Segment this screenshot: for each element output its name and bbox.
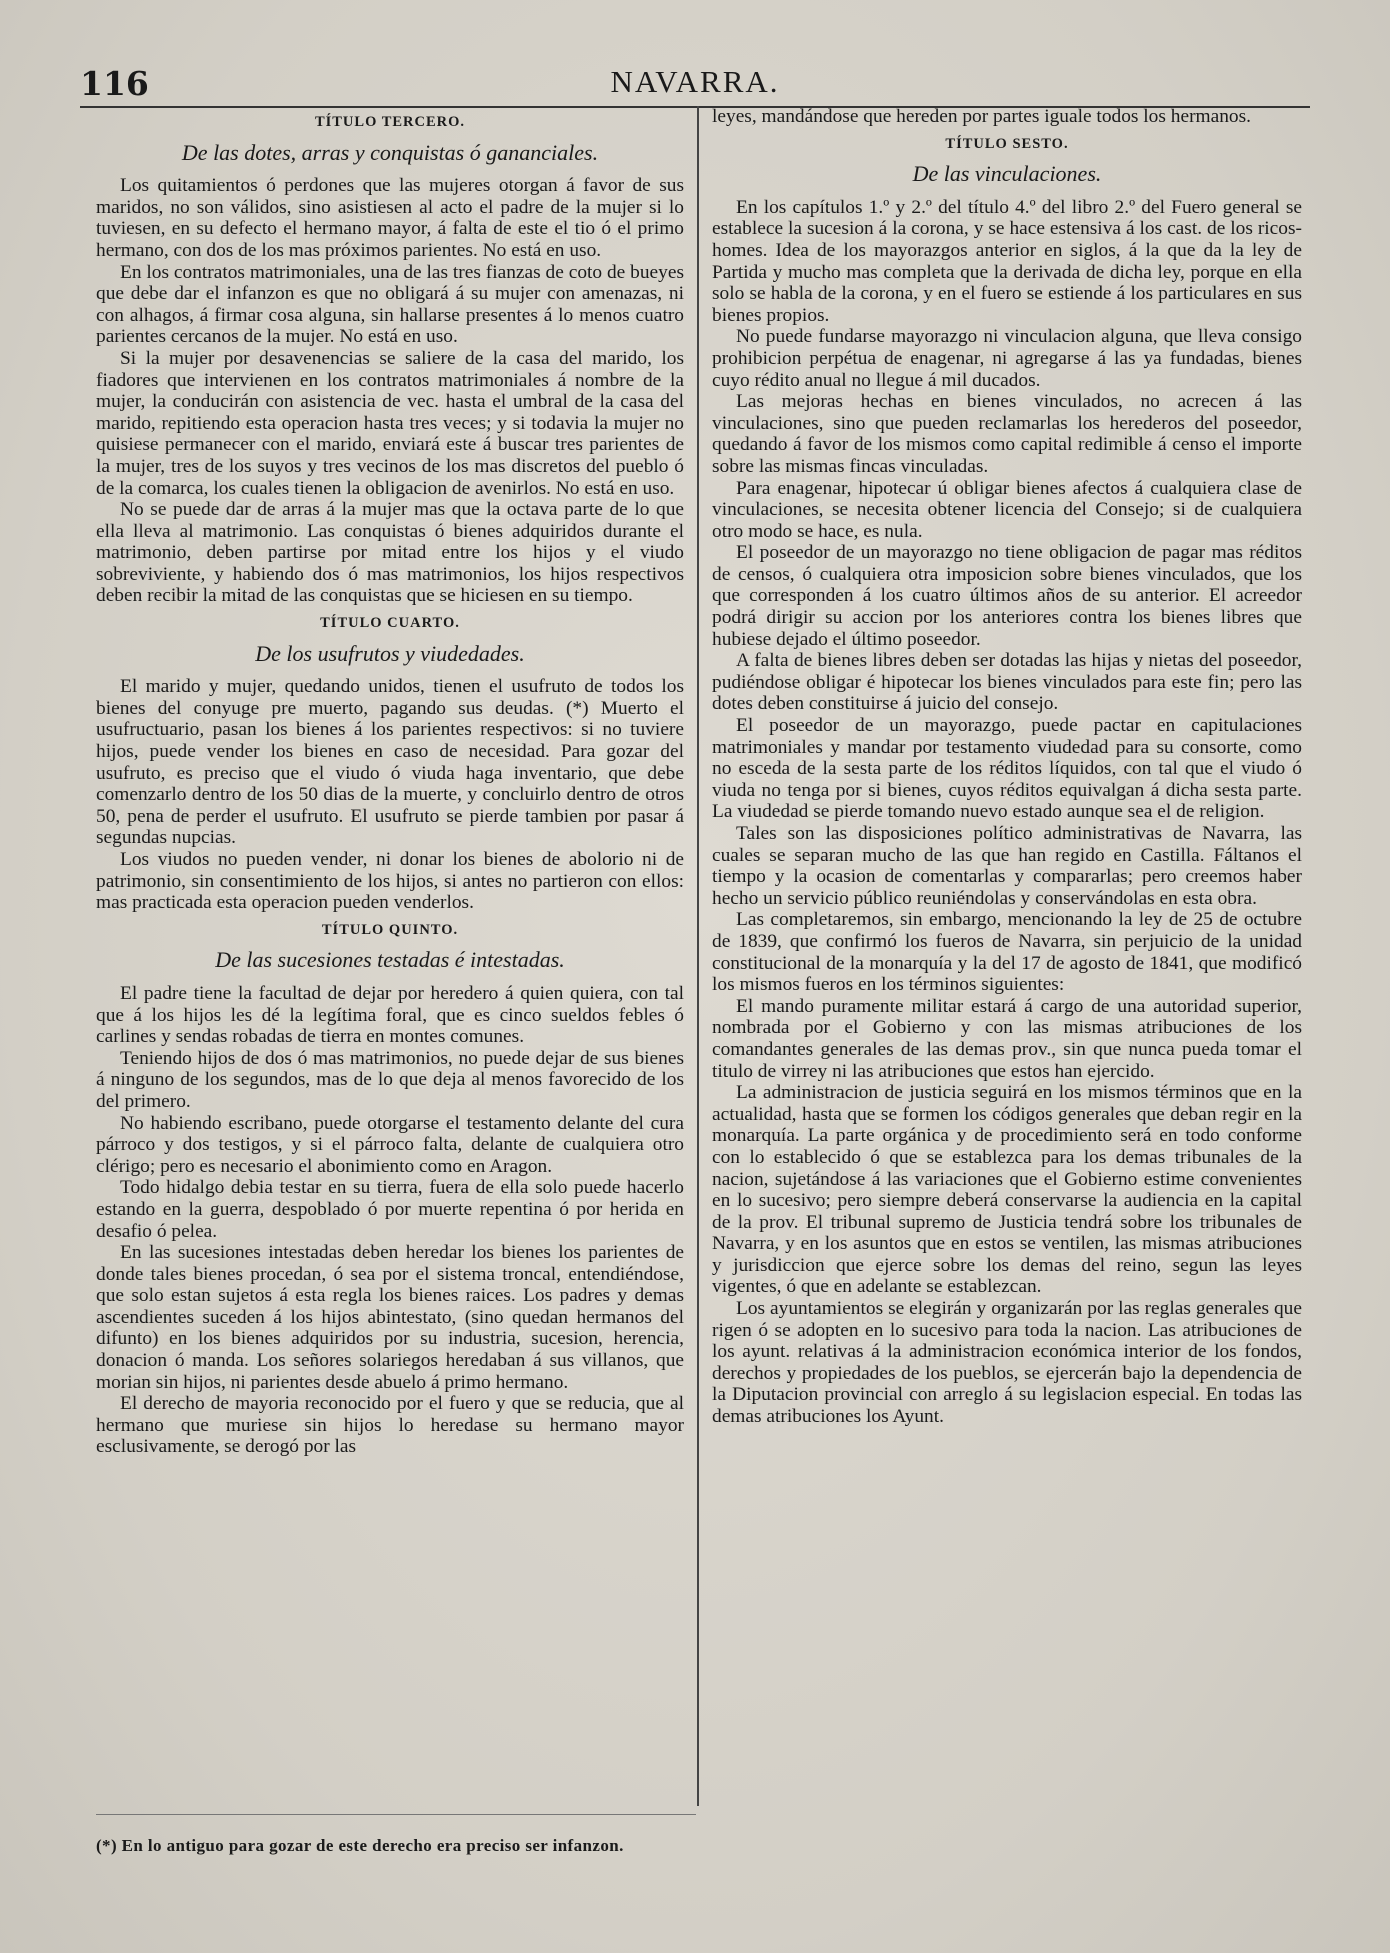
- paragraph: El mando puramente militar estará á cargo de una autoridad superior, nombrada por el Gobierno y con las mismas atribuciones de los comandantes generales de las demas prov., sin que nunca pueda tomar el titulo de virrey ni las atribuciones que estos han ejercido.: [712, 995, 1302, 1082]
- page-number: 116: [80, 64, 149, 103]
- paragraph: A falta de bienes libres deben ser dotadas las hijas y nietas del poseedor, pudiéndose obligar é hipotecar los bienes vinculados para este fin; pero las dotes deben constituirse á juicio del consejo.: [712, 650, 1302, 715]
- paragraph: Para enagenar, hipotecar ú obligar bienes afectos á cualquiera clase de vinculaciones, se necesita obtener licencia del Consejo; si de cualquiera otro modo se hace, es nula.: [712, 477, 1302, 542]
- titulo-cuarto-subheading: De los usufrutos y viudedades.: [255, 640, 525, 666]
- running-title: NAVARRA.: [610, 64, 780, 99]
- footnote: (*) En lo antiguo para gozar de este derecho era preciso ser infanzon.: [96, 1836, 624, 1855]
- paragraph-continuation: leyes, mandándose que hereden por partes iguale todos los hermanos.: [712, 106, 1252, 127]
- paragraph: El padre tiene la facultad de dejar por heredero á quien quiera, con tal que á los hijos les dé la legítima foral, que es cinco sueldos febles ó carlines y sendas robadas de tierra en montes comunes.: [96, 982, 684, 1048]
- titulo-cuarto-heading: TÍTULO CUARTO.: [320, 615, 460, 632]
- paragraph: Los ayuntamientos se elegirán y organizarán por las reglas generales que rigen ó se adopten en lo sucesivo para toda la nacion. Las atribuciones de los ayunt. relativas á la administracion económica interior de los fondos, derechos y propiedades de los pueblos, se ejercerán bajo la dependencia de la Diputacion provincial con arreglo á su legislacion especial. En todas las demas atribuciones los Ayunt.: [712, 1298, 1302, 1428]
- titulo-sesto-heading: TÍTULO SESTO.: [945, 135, 1069, 152]
- right-column: [712, 106, 1302, 1806]
- titulo-quinto-heading: TÍTULO QUINTO.: [321, 921, 459, 938]
- paragraph: En las sucesiones intestadas deben heredar los bienes los parientes de donde tales bienes procedan, ó sea por el sistema troncal, entendiéndose, que solo estan sujetos á esta regla los bienes raices. Los padres y demas ascendientes suceden á los hijos abintestato, (sino quedan hermanos del difunto) en los bienes adquiridos por su industria, sucesion, herencia, donacion ó manda. Los señores solariegos heredaban á sus villanos, que morian sin hijos, ni parientes desde abuelo á primo hermano.: [96, 1242, 684, 1393]
- paragraph: Las completaremos, sin embargo, mencionando la ley de 25 de octubre de 1839, que confirmó los fueros de Navarra, sin perjuicio de la unidad constitucional de la monarquía y la del 17 de agosto de 1841, que modificó los mismos fueros en los términos siguientes:: [712, 909, 1302, 996]
- paragraph: El poseedor de un mayorazgo, puede pactar en capitulaciones matrimoniales y mandar por testamento viudedad para su consorte, como no esceda de la sesta parte de los réditos líquidos, con tal que el viudo ó viuda no tenga por si bienes, cuyos réditos equivalgan á dicha sesta parte. La viudedad se pierde tomando nuevo estado aunque sea el de religion.: [712, 715, 1302, 823]
- titulo-tercero-subheading: De las dotes, arras y conquistas ó gananciales.: [181, 139, 599, 165]
- paragraph: En los contratos matrimoniales, una de las tres fianzas de coto de bueyes que debe dar el infanzon es que no obligará á su mujer con amenazas, ni con alhagos, á firmar cosa alguna, sin hallarse presentes á lo menos cuatro parientes cercanos de la mujer. No está en uso.: [96, 261, 684, 348]
- paragraph: El poseedor de un mayorazgo no tiene obligacion de pagar mas réditos de censos, ó cualquiera otra imposicion sobre bienes vinculados, que los que corresponden á los cuatro últimos años de su anterior. El acreedor podrá dirigir su accion por los anteriores contra los bienes libres que hubiese dejado el último poseedor.: [712, 542, 1302, 650]
- titulo-quinto-subheading: De las sucesiones testadas é intestadas.: [215, 947, 565, 973]
- paragraph: La administracion de justicia seguirá en los mismos términos que en la actualidad, hasta que se formen los códigos generales que deban regir en la monarquía. La parte orgánica y de procedimiento será en todo conforme con lo establecido ó que se establezca para los demas tribunales de la nacion, sujetándose á las variaciones que el Gobierno estime convenientes en lo sucesivo; pero siempre deberá conservarse la audiencia en la capital de la prov. El tribunal supremo de Justicia tendrá sobre los tribunales de Navarra, y en los asuntos que en estos se ventilen, las mismas atribuciones y jurisdiccion que ejerce sobre los demas del reino, segun las leyes vigentes, ó que en adelante se establezcan.: [712, 1082, 1302, 1298]
- paragraph: El derecho de mayoria reconocido por el fuero y que se reducia, que al hermano que muriese sin hijos lo heredase su hermano mayor esclusivamente, se derogó por las: [96, 1393, 684, 1458]
- paragraph: Tales son las disposiciones político administrativas de Navarra, las cuales se separan mucho de las que han regido en Castilla. Fáltanos el tiempo y la ocasion de comentarlas y compararlas; pero creemos haber hecho un servicio público reuniéndolas y conservándolas en esta obra.: [712, 823, 1302, 909]
- titulo-tercero-heading: TÍTULO TERCERO.: [314, 114, 466, 130]
- footnote-divider: [96, 1814, 696, 1815]
- paragraph: No habiendo escribano, puede otorgarse el testamento delante del cura párroco y dos testigos, y si el párroco falta, delante de cualquiera otro clérigo; pero es necesario el abonimiento como en Aragon.: [96, 1112, 684, 1177]
- paragraph: Los viudos no pueden vender, ni donar los bienes de abolorio ni de patrimonio, sin consentimiento de los hijos, si antes no partieron con ellos: mas practicada esta operacion pueden venderlos.: [96, 849, 684, 914]
- paragraph: Los quitamientos ó perdones que las mujeres otorgan á favor de sus maridos, no son válidos, sino asistiesen al acto el padre de la mujer si lo tuviesen, en su defecto el hermano mayor, á falta de este el tio ó el primo hermano, con dos de los mas próximos parientes. No está en uso.: [96, 175, 684, 261]
- paragraph: No puede fundarse mayorazgo ni vinculacion alguna, que lleva consigo prohibicion perpétua de enagenar, ni agregarse á las ya fundadas, bienes cuyo rédito anual no llegue á mil ducados.: [712, 326, 1302, 391]
- column-divider: [697, 106, 699, 1806]
- left-column: [96, 106, 684, 1806]
- paragraph: Todo hidalgo debia testar en su tierra, fuera de ella solo puede hacerlo estando en la guerra, despoblado ó por muerte repentina ó por herida en desafio ó pelea.: [96, 1177, 684, 1242]
- paragraph: Las mejoras hechas en bienes vinculados, no acrecen á las vinculaciones, sino que pueden reclamarlas los herederos del poseedor, quedando á favor de los mismos como capital redimible á censo el importe sobre las mismas fincas vinculadas.: [712, 391, 1302, 477]
- page-header: [80, 62, 1310, 108]
- paragraph: En los capítulos 1.º y 2.º del título 4.º del libro 2.º del Fuero general se establece la sucesion á la corona, y se hace estensiva á los cast. de los ricos-homes. Idea de los mayorazgos anterior en siglos, á la que da la ley de Partida y mucho mas completa que la derivada de dicha ley, porque en ella solo se habla de la corona, y en el fuero se estiende á los particulares en sus bienes propios.: [712, 196, 1302, 326]
- titulo-sesto-subheading: De las vinculaciones.: [912, 161, 1102, 187]
- paragraph: No se puede dar de arras á la mujer mas que la octava parte de lo que ella lleva al matrimonio. Las conquistas ó bienes adquiridos durante el matrimonio, deben partirse por mitad entre los hijos y el viudo sobreviviente, y habiendo dos ó mas matrimonios, los hijos respectivos deben recibir la mitad de las conquistas que se hiciesen en su tiempo.: [96, 499, 684, 607]
- paragraph: Teniendo hijos de dos ó mas matrimonios, no puede dejar de sus bienes á ninguno de los segundos, mas de lo que deja al menos favorecido de los del primero.: [96, 1047, 684, 1112]
- paragraph: Si la mujer por desavenencias se saliere de la casa del marido, los fiadores que intervienen en los contratos matrimoniales á nombre de la mujer, la conducirán con asistencia de vec. hasta el umbral de la casa del marido, repitiendo esta operacion hasta tres veces; y si todavia la mujer no quisiese permanecer con el marido, enviará este á buscar tres parientes de la mujer, tres de los suyos y tres vecinos de los mas discretos del pueblo ó de la comarca, los cuales tienen la obligacion de avenirlos. No está en uso.: [96, 347, 684, 499]
- paragraph: El marido y mujer, quedando unidos, tienen el usufruto de todos los bienes del conyuge pre muerto, pagando sus deudas. (*) Muerto el usufructuario, pasan los bienes á los parientes respectivos: si no tuviere hijos, puede vender los bienes en caso de necesidad. Para gozar del usufruto, es preciso que el viudo ó viuda haga inventario, que debe comenzarlo dentro de los 50 dias de la muerte, y concluirlo dentro de otros 50, pena de perder el usufruto. El usufruto se pierde tambien por pasar á segundas nupcias.: [96, 676, 684, 849]
